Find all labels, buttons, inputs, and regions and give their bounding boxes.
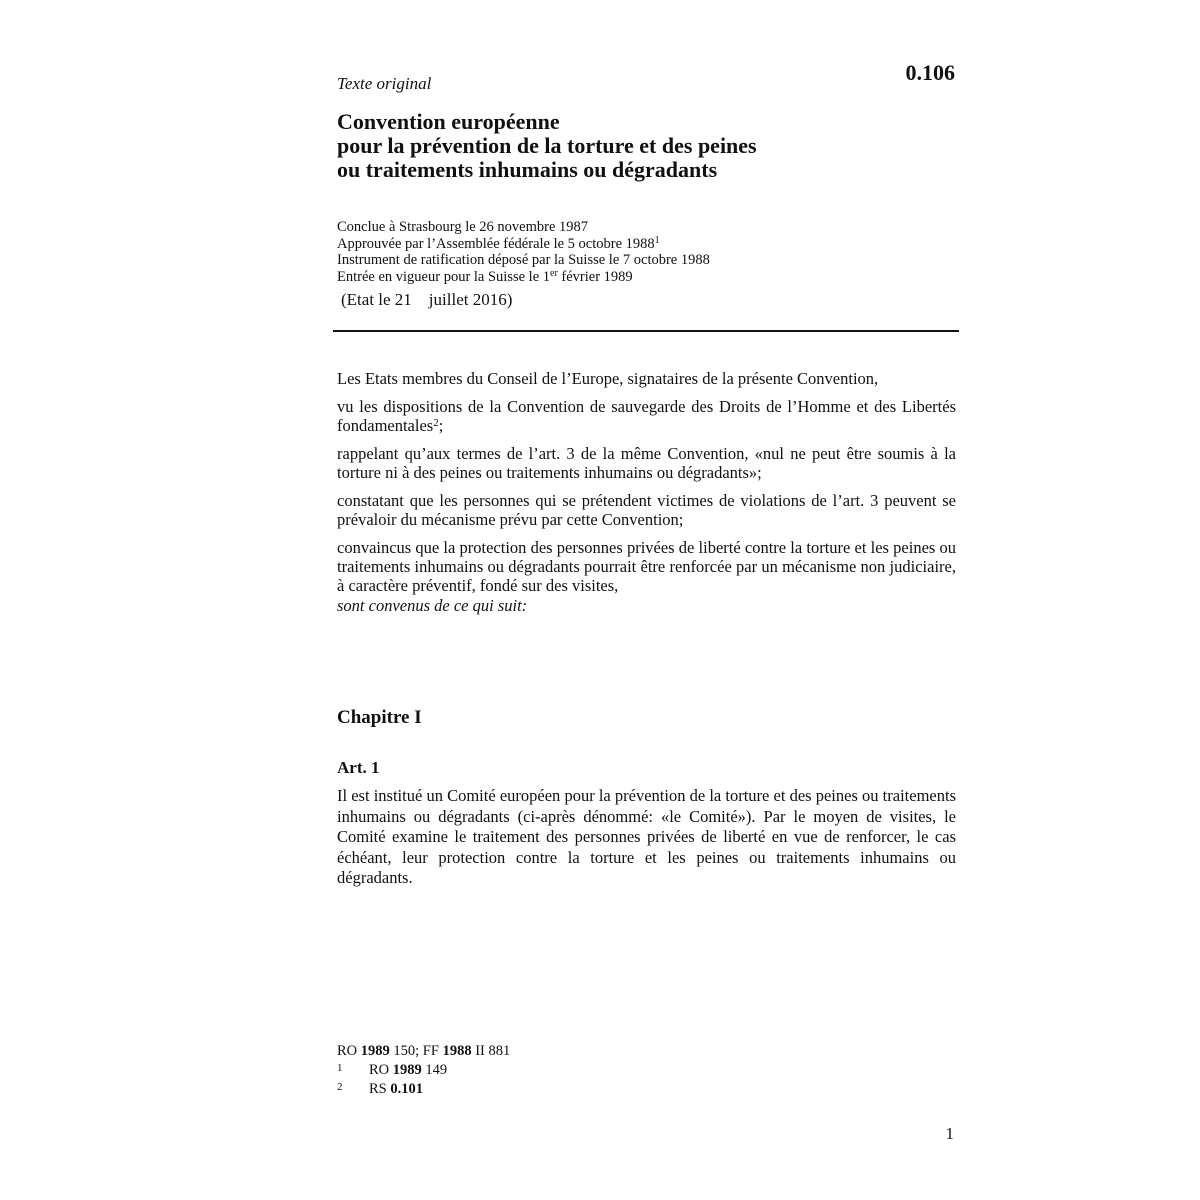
- title-line-2: pour la prévention de la torture et des peines: [337, 133, 757, 158]
- title-line-1: Convention européenne: [337, 109, 560, 134]
- footnote-1-rest: 149: [421, 1062, 448, 1078]
- preamble: [337, 369, 956, 615]
- footnote-ref-2[interactable]: 2: [433, 417, 439, 429]
- source-ff-year: 1988: [442, 1043, 472, 1059]
- title-line-3: ou traitements inhumains ou dégradants: [337, 157, 718, 182]
- preamble-paragraph: convaincus que la protection des personnes privées de liberté contre la torture et les peines ou traitements inhumains ou dégradants pourrait être renforcée par un mécanisme non judiciaire, à caractère préventif, fondé sur des visites,: [337, 538, 956, 595]
- preamble-paragraph: rappelant qu’aux termes de l’art. 3 de la même Convention, «nul ne peut être soumis à la torture ni à des peines ou traitements inhumains ou dégradants»;: [337, 444, 956, 482]
- footnotes: [337, 1043, 957, 1098]
- preamble-paragraph: [337, 397, 956, 435]
- footnote-2-ref: 0.101: [390, 1081, 423, 1097]
- footnote-1-year: 1989: [392, 1062, 422, 1078]
- article-body: Il est institué un Comité européen pour la prévention de la torture et des peines ou traitements inhumains ou dégradants (ci-après dénommé: «le Comité»). Par le moyen de visites, le Comité examine le traitement des personnes privées de liberté en vue de renforcer, le cas échéant, leur protection contre la torture et les peines ou traitements inhumains ou dégradants.: [337, 786, 956, 887]
- footnote-1: [337, 1060, 957, 1079]
- concluded-date: Conclue à Strasbourg le 26 novembre 1987: [337, 219, 589, 235]
- source-reference: [337, 1043, 957, 1060]
- source-ro-prefix: RO: [337, 1043, 361, 1059]
- header-divider: [333, 330, 959, 332]
- preamble-paragraph: Les Etats membres du Conseil de l’Europe, signataires de la présente Convention,: [337, 369, 879, 388]
- entry-prefix: Entrée en vigueur pour la Suisse le 1: [337, 268, 551, 285]
- ratification-date: Instrument de ratification déposé par la Suisse le 7 octobre 1988: [337, 252, 710, 268]
- footnote-1-number: 1: [337, 1062, 343, 1074]
- source-ff-rest: II 881: [471, 1043, 511, 1059]
- preamble-paragraph: constatant que les personnes qui se prétendent victimes de violations de l’art. 3 peuvent se prévaloir du mécanisme prévu par cette Convention;: [337, 491, 956, 529]
- entry-suffix: février 1989: [557, 268, 633, 285]
- approval-date: [337, 236, 957, 253]
- preamble-text-end: ;: [438, 416, 444, 435]
- entry-into-force: [337, 269, 957, 286]
- sr-number: 0.106: [905, 60, 955, 85]
- document-title: [337, 110, 957, 182]
- chapter-heading: Chapitre I: [337, 707, 422, 728]
- footnote-2-number: 2: [337, 1081, 343, 1093]
- article-heading: Art. 1: [337, 758, 380, 777]
- original-text-label: Texte original: [337, 74, 432, 93]
- page-number: 1: [945, 1124, 954, 1143]
- footnote-2: [337, 1079, 957, 1098]
- preamble-closing: sont convenus de ce qui suit:: [337, 596, 528, 615]
- entry-superscript: er: [550, 267, 558, 279]
- footnote-1-prefix: RO: [369, 1062, 393, 1078]
- footnote-2-prefix: RS: [369, 1081, 391, 1097]
- footnote-ref-1[interactable]: 1: [654, 234, 660, 246]
- document-metadata: [337, 219, 957, 285]
- approval-text: Approuvée par l’Assemblée fédérale le 5 octobre 1988: [337, 235, 655, 252]
- source-ro-page: 150; FF: [389, 1043, 443, 1059]
- source-ro-year: 1989: [360, 1043, 390, 1059]
- preamble-text: vu les dispositions de la Convention de sauvegarde des Droits de l’Homme et des Libertés fondamentales: [337, 397, 956, 435]
- state-date: (Etat le 21 juillet 2016): [341, 290, 513, 309]
